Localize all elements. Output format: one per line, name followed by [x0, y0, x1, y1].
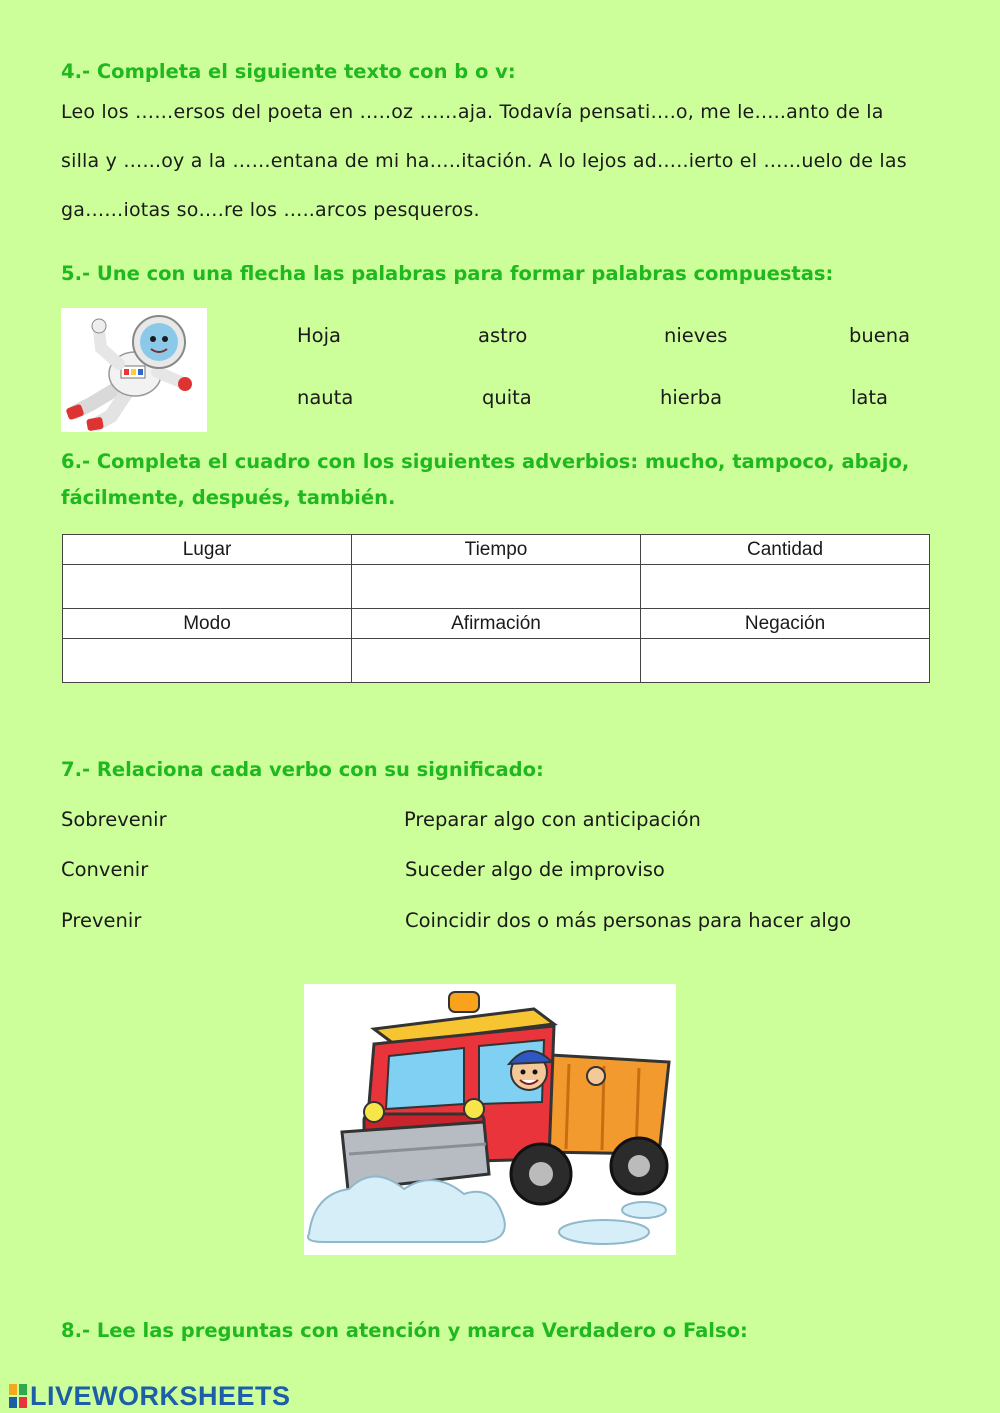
- adverbs-table: [62, 534, 930, 683]
- liveworksheets-logo[interactable]: [8, 1381, 291, 1411]
- table-answer-row: [63, 639, 930, 683]
- answer-cell-modo[interactable]: [63, 639, 352, 683]
- snowplow-truck-image: [304, 984, 676, 1255]
- word-lata: lata: [851, 386, 888, 409]
- section-6-heading-line-1: 6.- Completa el cuadro con los siguientes adverbios: mucho, tampoco, abajo,: [61, 450, 910, 473]
- word-quita: quita: [482, 386, 532, 409]
- verb-convenir: Convenir: [61, 858, 149, 881]
- word-nauta: nauta: [297, 386, 354, 409]
- section-4-heading: 4.- Completa el siguiente texto con b o v:: [61, 60, 516, 83]
- answer-cell-cantidad[interactable]: [641, 565, 930, 609]
- astronaut-illustration-icon: [61, 308, 207, 432]
- section-4-line-2: silla y …...oy a la ……entana de mi ha…..itación. A lo lejos ad…..ierto el …...uelo de las: [61, 150, 907, 172]
- answer-cell-afirmacion[interactable]: [352, 639, 641, 683]
- table-header-row: [63, 535, 930, 565]
- header-afirmacion: Afirmación: [352, 609, 641, 639]
- section-7-heading: 7.- Relaciona cada verbo con su significado:: [61, 758, 544, 781]
- answer-cell-negacion[interactable]: [641, 639, 930, 683]
- astronaut-image: [61, 308, 207, 432]
- header-negacion: Negación: [641, 609, 930, 639]
- section-5-heading: 5.- Une con una flecha las palabras para formar palabras compuestas:: [61, 262, 834, 285]
- section-6-heading-line-2: fácilmente, después, también.: [61, 486, 396, 509]
- section-4-line-1: Leo los ……ersos del poeta en …..oz ……aja. Todavía pensati….o, me le…..anto de la: [61, 101, 884, 123]
- header-modo: Modo: [63, 609, 352, 639]
- word-nieves: nieves: [664, 324, 728, 347]
- answer-cell-tiempo[interactable]: [352, 565, 641, 609]
- word-buena: buena: [849, 324, 911, 347]
- snowplow-truck-icon: [304, 984, 676, 1255]
- header-tiempo: Tiempo: [352, 535, 641, 565]
- section-8-heading: 8.- Lee las preguntas con atención y marca Verdadero o Falso:: [61, 1319, 748, 1342]
- header-lugar: Lugar: [63, 535, 352, 565]
- meaning-3: Coincidir dos o más personas para hacer algo: [405, 909, 852, 932]
- header-cantidad: Cantidad: [641, 535, 930, 565]
- logo-text: LIVEWORKSHEETS: [30, 1380, 291, 1411]
- liveworksheets-logo-icon: [8, 1383, 28, 1409]
- answer-cell-lugar[interactable]: [63, 565, 352, 609]
- word-hoja: Hoja: [297, 324, 341, 347]
- verb-prevenir: Prevenir: [61, 909, 142, 932]
- verb-sobrevenir: Sobrevenir: [61, 808, 167, 831]
- table-header-row: [63, 609, 930, 639]
- table-answer-row: [63, 565, 930, 609]
- meaning-1: Preparar algo con anticipación: [404, 808, 701, 831]
- meaning-2: Suceder algo de improviso: [405, 858, 665, 881]
- section-4-line-3: ga……iotas so….re los …..arcos pesqueros.: [61, 199, 480, 221]
- word-astro: astro: [478, 324, 528, 347]
- word-hierba: hierba: [660, 386, 723, 409]
